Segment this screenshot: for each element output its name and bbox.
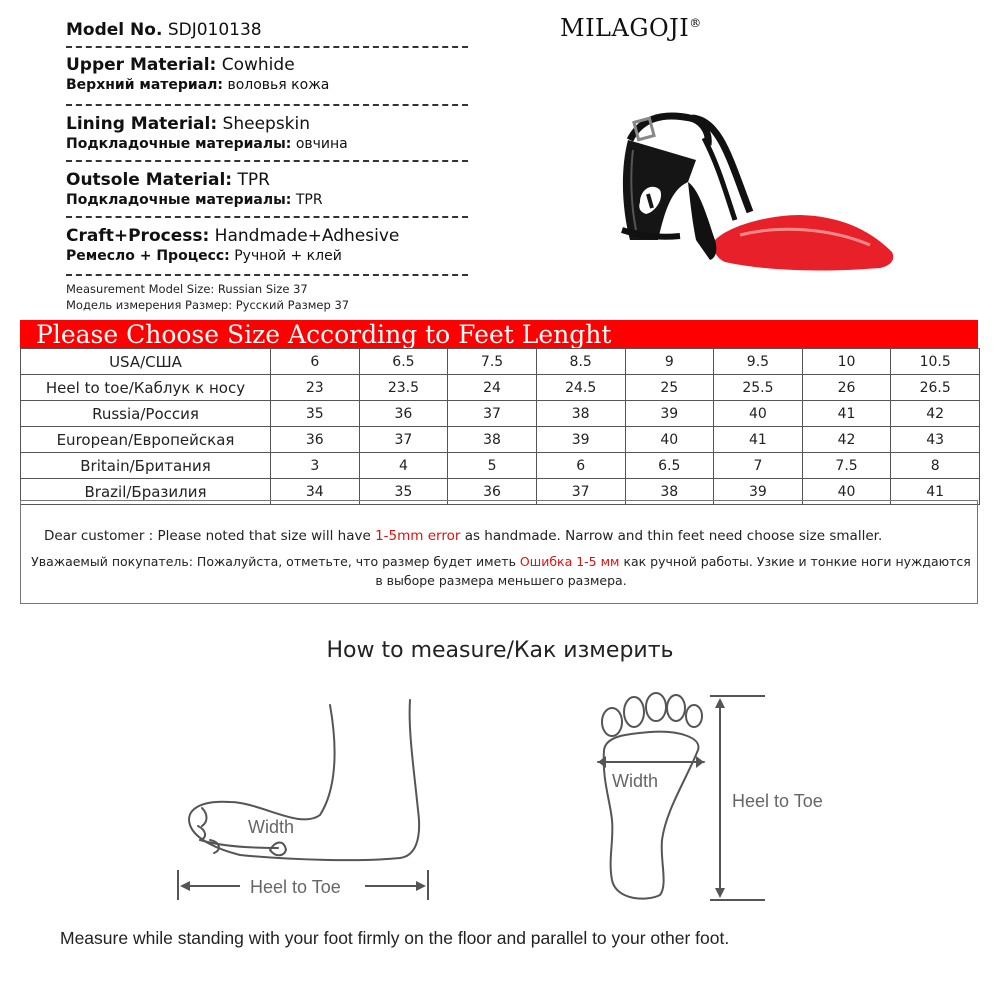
- size-cell: 39: [625, 401, 714, 427]
- row-label: Heel to toe/Каблук к носу: [21, 375, 271, 401]
- size-cell: 6.5: [625, 453, 714, 479]
- size-cell: 36: [271, 427, 360, 453]
- spec-model-value: SDJ010138: [167, 20, 262, 40]
- brand-logo: [560, 14, 702, 42]
- side-width-label: Width: [248, 817, 295, 837]
- size-cell: 42: [891, 401, 980, 427]
- size-cell: 23: [271, 375, 360, 401]
- size-guide-banner: Please Choose Size According to Feet Lenght: [20, 320, 978, 348]
- spec-outsole-ru-value: TPR: [295, 192, 323, 208]
- notice-en-text-end: as handmade. Narrow and thin feet need choose size smaller.: [460, 528, 883, 544]
- size-cell: 34: [271, 479, 360, 505]
- size-cell: 4: [359, 453, 448, 479]
- notice-ru-text: Уважаемый покупатель: Пожалуйста, отметьте, что размер будет иметь: [31, 554, 520, 569]
- how-to-measure-title: How to measure/Как измерить: [326, 638, 674, 663]
- spec-outsole-ru-label: Подкладочные материалы:: [66, 192, 292, 208]
- table-row: [21, 401, 980, 427]
- size-cell: 39: [714, 479, 803, 505]
- size-cell: 5: [448, 453, 537, 479]
- size-cell: 37: [359, 427, 448, 453]
- size-cell: 40: [802, 479, 891, 505]
- table-row: [21, 453, 980, 479]
- size-cell: 7.5: [448, 349, 537, 375]
- spec-upper-value: Cowhide: [221, 55, 295, 75]
- size-cell: 38: [448, 427, 537, 453]
- size-cell: 6: [271, 349, 360, 375]
- row-label: Britain/Британия: [21, 453, 271, 479]
- size-cell: 3: [271, 453, 360, 479]
- notice-ru-text-end: как ручной работы. Узкие и тонкие ноги нуждаются в выборе размера меньшего размера.: [375, 554, 971, 588]
- spec-upper-label: Upper Material:: [66, 55, 217, 75]
- size-cell: 6: [536, 453, 625, 479]
- size-cell: 26: [802, 375, 891, 401]
- sole-width-label: Width: [612, 771, 659, 791]
- table-row: [21, 427, 980, 453]
- size-table: [20, 348, 980, 505]
- spec-craft-value: Handmade+Adhesive: [214, 226, 400, 246]
- spec-upper-ru-label: Верхний материал:: [66, 77, 224, 93]
- size-cell: 9: [625, 349, 714, 375]
- size-cell: 40: [625, 427, 714, 453]
- size-cell: 35: [271, 401, 360, 427]
- size-cell: 36: [448, 479, 537, 505]
- size-cell: 8: [891, 453, 980, 479]
- table-row: [21, 349, 980, 375]
- spec-outsole-value: TPR: [237, 170, 270, 190]
- size-cell: 41: [714, 427, 803, 453]
- size-cell: 42: [802, 427, 891, 453]
- size-cell: 23.5: [359, 375, 448, 401]
- spec-model: [66, 20, 468, 40]
- size-cell: 41: [802, 401, 891, 427]
- size-cell: 25.5: [714, 375, 803, 401]
- spec-craft-ru-label: Ремесло + Процесс:: [66, 248, 230, 264]
- size-cell: 6.5: [359, 349, 448, 375]
- row-label: Brazil/Бразилия: [21, 479, 271, 505]
- size-cell: 37: [448, 401, 537, 427]
- shoe-image: [600, 90, 900, 305]
- measurement-model-ru: Модель измерения Размер: Русский Размер 37: [66, 298, 350, 312]
- spec-craft: [66, 226, 468, 264]
- row-label: European/Европейская: [21, 427, 271, 453]
- spec-craft-ru-value: Ручной + клей: [234, 248, 342, 264]
- divider: [66, 160, 468, 162]
- size-cell: 41: [891, 479, 980, 505]
- size-cell: 8.5: [536, 349, 625, 375]
- divider: [66, 216, 468, 218]
- spec-upper-ru-value: воловья кожа: [227, 77, 330, 93]
- divider: [66, 274, 468, 276]
- side-foot-diagram: [160, 690, 440, 910]
- spec-model-label: Model No.: [66, 20, 163, 40]
- side-length-label: Heel to Toe: [250, 877, 341, 897]
- size-cell: 10: [802, 349, 891, 375]
- size-cell: 37: [536, 479, 625, 505]
- size-cell: 35: [359, 479, 448, 505]
- sole-length-label: Heel to Toe: [732, 791, 823, 811]
- size-cell: 7.5: [802, 453, 891, 479]
- spec-lining-value: Sheepskin: [222, 114, 311, 134]
- spec-lining: [66, 114, 468, 152]
- measurement-model-en: Measurement Model Size: Russian Size 37: [66, 282, 308, 296]
- size-cell: 10.5: [891, 349, 980, 375]
- notice-en-text: Dear customer : Please noted that size will have: [44, 528, 376, 544]
- measure-instructions: Measure while standing with your foot firmly on the floor and parallel to your other foot.: [60, 928, 730, 948]
- notice-en-error: 1-5mm error: [375, 528, 461, 544]
- size-cell: 9.5: [714, 349, 803, 375]
- row-label: Russia/Россия: [21, 401, 271, 427]
- spec-craft-label: Craft+Process:: [66, 226, 210, 246]
- notice-ru-error: Ошибка 1-5 мм: [519, 554, 620, 569]
- divider: [66, 46, 468, 48]
- registered-mark: ®: [689, 16, 702, 30]
- size-cell: 24: [448, 375, 537, 401]
- table-row: [21, 375, 980, 401]
- divider: [66, 104, 468, 106]
- spec-outsole: [66, 170, 468, 208]
- spec-outsole-label: Outsole Material:: [66, 170, 233, 190]
- size-cell: 25: [625, 375, 714, 401]
- size-cell: 39: [536, 427, 625, 453]
- row-label: USA/CША: [21, 349, 271, 375]
- size-cell: 38: [536, 401, 625, 427]
- size-cell: 7: [714, 453, 803, 479]
- size-cell: 38: [625, 479, 714, 505]
- spec-lining-ru-value: овчина: [295, 136, 348, 152]
- spec-lining-ru-label: Подкладочные материалы:: [66, 136, 292, 152]
- spec-upper: [66, 55, 468, 93]
- size-cell: 36: [359, 401, 448, 427]
- size-cell: 40: [714, 401, 803, 427]
- size-cell: 24.5: [536, 375, 625, 401]
- notice-en: [44, 528, 882, 544]
- notice-ru: [26, 552, 976, 590]
- spec-lining-label: Lining Material:: [66, 114, 218, 134]
- brand-name: MILAGOJI: [560, 14, 690, 42]
- sole-foot-diagram: [590, 690, 860, 910]
- size-cell: 26.5: [891, 375, 980, 401]
- size-cell: 43: [891, 427, 980, 453]
